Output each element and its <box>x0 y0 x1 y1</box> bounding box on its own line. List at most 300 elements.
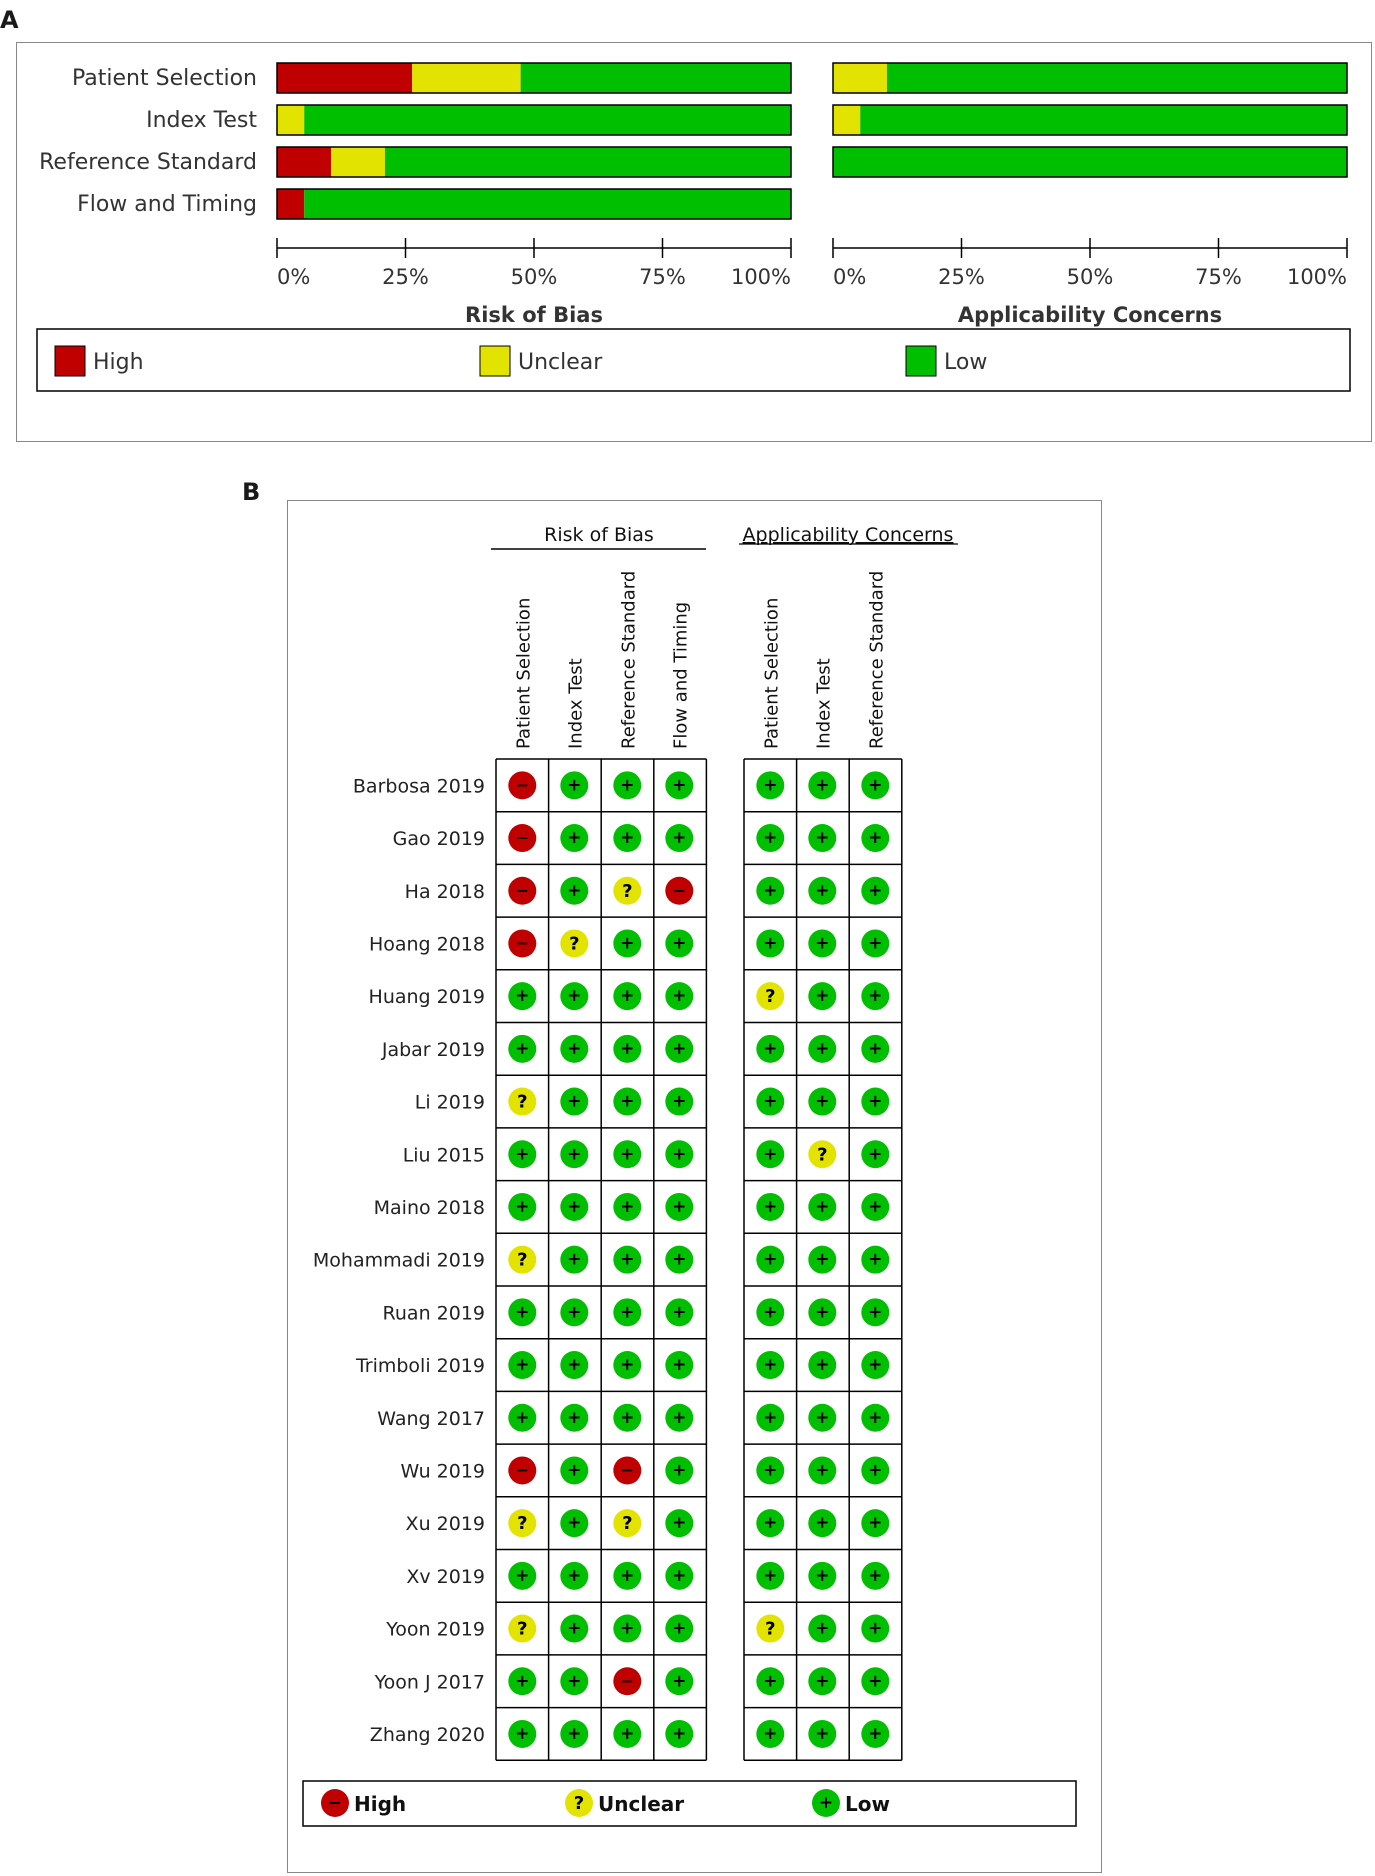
rob-cell-low <box>560 1404 588 1432</box>
rob-cell-low <box>665 929 693 957</box>
ac-cell-low <box>808 1456 836 1484</box>
ac-cell-low-glyph: + <box>868 828 883 849</box>
rob-cell-low-glyph: + <box>567 1565 582 1586</box>
ac-cell-low <box>756 1509 784 1537</box>
rob-cell-low <box>613 824 641 852</box>
rob-cell-low <box>613 771 641 799</box>
ac-cell-low <box>808 1720 836 1748</box>
rob-tick-label: 100% <box>730 265 791 289</box>
rob-cell-low <box>613 1193 641 1221</box>
ac-cell-low-glyph: + <box>815 1196 830 1217</box>
table-legend-symbol-low <box>812 1789 840 1817</box>
rob-cell-low-glyph: + <box>672 986 687 1007</box>
table-legend-symbol-high <box>321 1789 349 1817</box>
ac-cell-low <box>861 1088 889 1116</box>
ac-cell-low <box>756 1456 784 1484</box>
ac-cell-unclear-glyph: ? <box>765 986 776 1008</box>
ac-cell-low-glyph: + <box>763 1355 778 1376</box>
rob-cell-low-glyph: + <box>567 1671 582 1692</box>
rob-cell-low <box>665 1246 693 1274</box>
rob-cell-unclear-glyph: ? <box>517 1249 528 1271</box>
ac-cell-low <box>861 1298 889 1326</box>
ac-cell-low-glyph: + <box>868 933 883 954</box>
rob-cell-unclear <box>560 929 588 957</box>
rob-cell-low <box>665 1140 693 1168</box>
rob-cell-low-glyph: + <box>567 1407 582 1428</box>
rob-cell-low-glyph: + <box>515 1565 530 1586</box>
rob-cell-high-glyph: − <box>620 1460 635 1480</box>
rob-cell-low-glyph: + <box>515 986 530 1007</box>
ac-cell-low-glyph: + <box>868 1302 883 1323</box>
rob-cell-low-glyph: + <box>515 1407 530 1428</box>
rob-cell-unclear-glyph: ? <box>517 1091 528 1113</box>
ac-cell-low <box>861 1615 889 1643</box>
rob-bar-unclear <box>412 63 520 93</box>
rob-cell-low <box>560 1035 588 1063</box>
rob-cell-low-glyph: + <box>620 775 635 796</box>
rob-cell-high-glyph: − <box>515 775 530 795</box>
panel-a-label: A <box>0 6 19 34</box>
rob-cell-low <box>560 1562 588 1590</box>
rob-cell-high <box>508 929 536 957</box>
rob-cell-low-glyph: + <box>567 1249 582 1270</box>
study-name: Gao 2019 <box>392 828 485 851</box>
ac-cell-low <box>808 1035 836 1063</box>
rob-bar-low <box>304 105 791 135</box>
rob-cell-low <box>665 1615 693 1643</box>
rob-cell-low-glyph: + <box>672 1144 687 1165</box>
ac-cell-low <box>808 982 836 1010</box>
ac-tick-label: 25% <box>938 265 985 289</box>
rob-cell-low-glyph: + <box>515 1671 530 1692</box>
legend-swatch-unclear <box>480 346 510 376</box>
ac-cell-low-glyph: + <box>763 1249 778 1270</box>
ac-cell-unclear-glyph: ? <box>817 1144 828 1166</box>
rob-cell-high <box>508 1456 536 1484</box>
rob-cell-low-glyph: + <box>620 1196 635 1217</box>
ac-cell-low <box>756 1562 784 1590</box>
ac-cell-low-glyph: + <box>815 1460 830 1481</box>
ac-cell-low <box>861 1404 889 1432</box>
rob-column-header: Patient Selection <box>513 597 535 749</box>
ac-cell-low-glyph: + <box>868 1513 883 1534</box>
legend-label-high: High <box>93 350 144 375</box>
rob-cell-low-glyph: + <box>567 986 582 1007</box>
table-legend-symbol-low-glyph: + <box>818 1793 834 1813</box>
rob-cell-low-glyph: + <box>515 1196 530 1217</box>
ac-cell-low-glyph: + <box>815 1355 830 1376</box>
ac-cell-unclear-glyph: ? <box>765 1618 776 1640</box>
ac-axis-title: Applicability Concerns <box>957 303 1223 327</box>
rob-cell-low-glyph: + <box>620 1618 635 1639</box>
table-legend-label-low: Low <box>845 1792 890 1816</box>
ac-cell-low-glyph: + <box>868 1671 883 1692</box>
ac-cell-low <box>861 1351 889 1379</box>
rob-cell-high-glyph: − <box>620 1671 635 1691</box>
ac-cell-low-glyph: + <box>763 1144 778 1165</box>
rob-cell-low <box>508 982 536 1010</box>
ac-cell-low <box>756 1667 784 1695</box>
rob-cell-low <box>560 1456 588 1484</box>
ac-cell-low <box>756 1088 784 1116</box>
rob-cell-unclear <box>613 877 641 905</box>
ac-cell-low <box>861 1140 889 1168</box>
ac-cell-low-glyph: + <box>868 880 883 901</box>
category-label: Index Test <box>146 108 257 133</box>
rob-cell-low <box>665 1456 693 1484</box>
rob-cell-low <box>560 1246 588 1274</box>
study-name: Li 2019 <box>414 1091 485 1114</box>
ac-cell-low-glyph: + <box>815 1038 830 1059</box>
table-legend-label-unclear: Unclear <box>598 1792 685 1816</box>
rob-cell-high-glyph: − <box>515 828 530 848</box>
ac-cell-unclear <box>808 1140 836 1168</box>
rob-cell-low-glyph: + <box>672 1302 687 1323</box>
ac-cell-low-glyph: + <box>763 1565 778 1586</box>
rob-cell-low <box>613 1404 641 1432</box>
ac-bar-low <box>860 105 1347 135</box>
rob-cell-low <box>613 1562 641 1590</box>
rob-column-header: Flow and Timing <box>670 601 692 749</box>
ac-cell-low-glyph: + <box>868 1618 883 1639</box>
study-name: Yoon 2019 <box>386 1618 485 1641</box>
summary-graph-panel <box>16 42 1372 442</box>
rob-cell-low-glyph: + <box>672 1460 687 1481</box>
ac-cell-low-glyph: + <box>815 1618 830 1639</box>
rob-cell-low-glyph: + <box>672 933 687 954</box>
ac-cell-low <box>861 771 889 799</box>
rob-bar-unclear <box>331 147 385 177</box>
study-name: Xv 2019 <box>406 1565 485 1588</box>
ac-tick-label: 50% <box>1066 265 1114 289</box>
ac-cell-low <box>756 877 784 905</box>
rob-cell-low <box>665 1035 693 1063</box>
ac-cell-low-glyph: + <box>815 1723 830 1744</box>
rob-cell-low-glyph: + <box>567 1460 582 1481</box>
rob-bar-low <box>385 147 791 177</box>
study-name: Wu 2019 <box>400 1460 485 1483</box>
category-label: Reference Standard <box>39 150 257 175</box>
rob-cell-low-glyph: + <box>672 775 687 796</box>
rob-cell-low-glyph: + <box>620 1038 635 1059</box>
rob-cell-high <box>665 877 693 905</box>
rob-cell-low-glyph: + <box>620 1302 635 1323</box>
rob-cell-low-glyph: + <box>672 1723 687 1744</box>
ac-cell-low <box>808 1298 836 1326</box>
rob-cell-unclear <box>508 1509 536 1537</box>
rob-tick-label: 50% <box>510 265 558 289</box>
rob-cell-low-glyph: + <box>567 775 582 796</box>
study-name: Ha 2018 <box>404 880 485 903</box>
ac-tick-label: 75% <box>1195 265 1242 289</box>
rob-cell-low <box>508 1667 536 1695</box>
rob-cell-low-glyph: + <box>672 1196 687 1217</box>
ac-cell-low-glyph: + <box>815 933 830 954</box>
rob-cell-low <box>560 1140 588 1168</box>
ac-cell-low-glyph: + <box>763 1091 778 1112</box>
rob-cell-low-glyph: + <box>672 1038 687 1059</box>
rob-cell-low-glyph: + <box>567 880 582 901</box>
rob-cell-low-glyph: + <box>567 1618 582 1639</box>
rob-cell-low <box>613 1246 641 1274</box>
rob-cell-low-glyph: + <box>672 1565 687 1586</box>
ac-cell-low-glyph: + <box>763 1513 778 1534</box>
rob-cell-low <box>613 1615 641 1643</box>
ac-cell-low <box>808 929 836 957</box>
ac-cell-low-glyph: + <box>815 775 830 796</box>
rob-cell-low-glyph: + <box>672 1249 687 1270</box>
rob-cell-low-glyph: + <box>567 1038 582 1059</box>
ac-cell-low-glyph: + <box>763 933 778 954</box>
ac-cell-low <box>861 877 889 905</box>
study-name: Yoon J 2017 <box>374 1671 485 1694</box>
rob-cell-low-glyph: + <box>567 1513 582 1534</box>
study-name: Mohammadi 2019 <box>312 1249 485 1272</box>
ac-cell-low-glyph: + <box>815 1671 830 1692</box>
study-name: Zhang 2020 <box>369 1723 485 1746</box>
legend-label-unclear: Unclear <box>518 350 603 375</box>
ac-cell-low-glyph: + <box>868 1565 883 1586</box>
ac-cell-low-glyph: + <box>815 1249 830 1270</box>
rob-cell-low-glyph: + <box>567 828 582 849</box>
rob-cell-low-glyph: + <box>672 1671 687 1692</box>
ac-cell-low <box>756 1246 784 1274</box>
rob-cell-unclear-glyph: ? <box>517 1618 528 1640</box>
ac-cell-low-glyph: + <box>763 1302 778 1323</box>
rob-cell-low-glyph: + <box>620 828 635 849</box>
rob-cell-low <box>613 1351 641 1379</box>
ac-column-header: Reference Standard <box>866 570 888 749</box>
ac-cell-low <box>756 1298 784 1326</box>
study-name: Huang 2019 <box>368 986 485 1009</box>
rob-cell-low <box>665 1298 693 1326</box>
ac-cell-low-glyph: + <box>763 1723 778 1744</box>
rob-cell-low-glyph: + <box>567 1196 582 1217</box>
ac-cell-low-glyph: + <box>868 1355 883 1376</box>
rob-column-header: Reference Standard <box>618 570 640 749</box>
rob-cell-low <box>613 1035 641 1063</box>
ac-cell-low-glyph: + <box>815 1091 830 1112</box>
ac-cell-low <box>756 1193 784 1221</box>
study-name: Wang 2017 <box>377 1407 485 1430</box>
rob-cell-low-glyph: + <box>567 1144 582 1165</box>
rob-cell-low <box>560 1351 588 1379</box>
study-name: Xu 2019 <box>405 1513 485 1536</box>
rob-axis-title: Risk of Bias <box>465 303 603 327</box>
rob-tick-label: 0% <box>277 265 311 289</box>
rob-cell-low <box>613 1720 641 1748</box>
rob-bar-high <box>277 63 412 93</box>
rob-cell-unclear-glyph: ? <box>517 1513 528 1535</box>
ac-cell-low-glyph: + <box>763 1407 778 1428</box>
ac-cell-low <box>861 1246 889 1274</box>
rob-cell-low <box>665 1193 693 1221</box>
rob-cell-low <box>560 771 588 799</box>
ac-cell-low-glyph: + <box>763 1196 778 1217</box>
rob-cell-high-glyph: − <box>515 933 530 953</box>
rob-cell-low-glyph: + <box>620 1091 635 1112</box>
rob-column-header: Index Test <box>565 658 587 749</box>
rob-cell-low <box>613 929 641 957</box>
rob-cell-high <box>508 771 536 799</box>
rob-cell-low <box>560 1193 588 1221</box>
rob-bar-unclear <box>277 105 304 135</box>
rob-cell-low-glyph: + <box>515 1144 530 1165</box>
rob-cell-low <box>508 1035 536 1063</box>
ac-cell-low <box>861 1193 889 1221</box>
risk-of-bias-table <box>288 501 1101 1872</box>
ac-cell-low <box>861 1509 889 1537</box>
ac-cell-low <box>861 1720 889 1748</box>
rob-cell-low-glyph: + <box>515 1723 530 1744</box>
rob-cell-high-glyph: − <box>672 880 687 900</box>
rob-cell-low <box>560 824 588 852</box>
ac-cell-low <box>861 1456 889 1484</box>
ac-cell-low <box>808 1562 836 1590</box>
rob-cell-low-glyph: + <box>515 1038 530 1059</box>
rob-cell-unclear <box>508 1088 536 1116</box>
rob-bar-high <box>277 189 304 219</box>
ac-cell-unclear <box>756 982 784 1010</box>
rob-cell-low-glyph: + <box>672 1091 687 1112</box>
rob-cell-low <box>508 1562 536 1590</box>
rob-cell-low-glyph: + <box>620 1407 635 1428</box>
ac-cell-low-glyph: + <box>763 1038 778 1059</box>
rob-cell-low <box>508 1193 536 1221</box>
ac-cell-low-glyph: + <box>815 1565 830 1586</box>
rob-cell-high <box>613 1456 641 1484</box>
ac-cell-low-glyph: + <box>868 986 883 1007</box>
ac-cell-low-glyph: + <box>868 1460 883 1481</box>
ac-cell-low-glyph: + <box>868 1249 883 1270</box>
rob-cell-low-glyph: + <box>620 1565 635 1586</box>
rob-cell-low <box>665 1667 693 1695</box>
rob-cell-low <box>560 1509 588 1537</box>
ac-cell-low <box>861 982 889 1010</box>
rob-cell-unclear <box>508 1246 536 1274</box>
category-label: Patient Selection <box>72 66 257 91</box>
ac-cell-low <box>808 1193 836 1221</box>
ac-cell-low <box>808 1246 836 1274</box>
rob-cell-low <box>560 982 588 1010</box>
rob-cell-low-glyph: + <box>672 1355 687 1376</box>
ac-cell-low <box>756 824 784 852</box>
ac-cell-low <box>756 1140 784 1168</box>
ac-cell-low-glyph: + <box>815 1513 830 1534</box>
rob-cell-low-glyph: + <box>567 1355 582 1376</box>
rob-bar-low <box>521 63 791 93</box>
ac-bar-low <box>887 63 1347 93</box>
ac-cell-low <box>756 1351 784 1379</box>
rob-cell-high <box>508 824 536 852</box>
rob-cell-low <box>665 1562 693 1590</box>
rob-cell-low <box>665 1088 693 1116</box>
rob-cell-low-glyph: + <box>620 933 635 954</box>
rob-cell-high <box>613 1667 641 1695</box>
ac-cell-low <box>756 929 784 957</box>
ac-cell-low-glyph: + <box>868 1144 883 1165</box>
ac-cell-low <box>861 929 889 957</box>
rob-tick-label: 25% <box>382 265 429 289</box>
ac-cell-low-glyph: + <box>763 1460 778 1481</box>
rob-cell-unclear-glyph: ? <box>622 880 633 902</box>
rob-bar-low <box>304 189 791 219</box>
rob-cell-unclear <box>508 1615 536 1643</box>
rob-cell-low-glyph: + <box>515 1355 530 1376</box>
rob-cell-low <box>560 1667 588 1695</box>
ac-cell-low-glyph: + <box>815 986 830 1007</box>
ac-cell-low <box>808 1404 836 1432</box>
rob-cell-low-glyph: + <box>620 986 635 1007</box>
ac-cell-low-glyph: + <box>868 775 883 796</box>
rob-cell-low <box>508 1720 536 1748</box>
summary-table-panel <box>287 500 1102 1873</box>
ac-cell-low <box>861 824 889 852</box>
rob-cell-low-glyph: + <box>515 1302 530 1323</box>
summary-bar-chart <box>17 43 1371 441</box>
rob-cell-low-glyph: + <box>620 1144 635 1165</box>
study-name: Maino 2018 <box>373 1196 485 1219</box>
rob-cell-high-glyph: − <box>515 880 530 900</box>
ac-cell-low-glyph: + <box>763 828 778 849</box>
ac-column-header: Patient Selection <box>761 597 783 749</box>
ac-cell-low-glyph: + <box>868 1091 883 1112</box>
rob-cell-low <box>613 982 641 1010</box>
study-name: Trimboli 2019 <box>355 1355 485 1378</box>
ac-cell-low-glyph: + <box>763 775 778 796</box>
study-name: Jabar 2019 <box>381 1038 485 1061</box>
rob-cell-low-glyph: + <box>672 828 687 849</box>
rob-cell-low-glyph: + <box>672 1618 687 1639</box>
ac-cell-low-glyph: + <box>763 1671 778 1692</box>
rob-cell-low <box>560 1615 588 1643</box>
ac-cell-low-glyph: + <box>815 828 830 849</box>
ac-cell-low <box>808 1615 836 1643</box>
rob-cell-low <box>665 771 693 799</box>
ac-cell-unclear <box>756 1615 784 1643</box>
rob-cell-low <box>508 1351 536 1379</box>
table-legend-symbol-unclear-glyph: ? <box>573 1793 585 1814</box>
ac-cell-low-glyph: + <box>868 1038 883 1059</box>
rob-cell-low <box>665 1351 693 1379</box>
table-legend-symbol-unclear <box>565 1789 593 1817</box>
rob-cell-low <box>560 1088 588 1116</box>
table-legend-symbol-high-glyph: − <box>328 1793 342 1812</box>
rob-cell-high <box>508 877 536 905</box>
rob-cell-low-glyph: + <box>620 1249 635 1270</box>
ac-group-header: Applicability Concerns <box>742 524 954 546</box>
ac-cell-low-glyph: + <box>815 880 830 901</box>
rob-cell-low <box>508 1140 536 1168</box>
ac-bar-low <box>833 147 1347 177</box>
table-legend-label-high: High <box>354 1792 407 1816</box>
ac-cell-low-glyph: + <box>815 1407 830 1428</box>
study-name: Hoang 2018 <box>368 933 485 956</box>
ac-cell-low <box>756 1035 784 1063</box>
rob-cell-unclear-glyph: ? <box>569 933 580 955</box>
ac-cell-low <box>808 824 836 852</box>
rob-cell-low-glyph: + <box>672 1513 687 1534</box>
rob-cell-low <box>613 1298 641 1326</box>
legend-swatch-high <box>55 346 85 376</box>
ac-cell-low-glyph: + <box>815 1302 830 1323</box>
ac-cell-low-glyph: + <box>868 1196 883 1217</box>
ac-cell-low <box>808 1667 836 1695</box>
rob-cell-high-glyph: − <box>515 1460 530 1480</box>
ac-cell-low-glyph: + <box>763 880 778 901</box>
study-name: Barbosa 2019 <box>352 775 485 798</box>
rob-cell-low <box>613 1140 641 1168</box>
